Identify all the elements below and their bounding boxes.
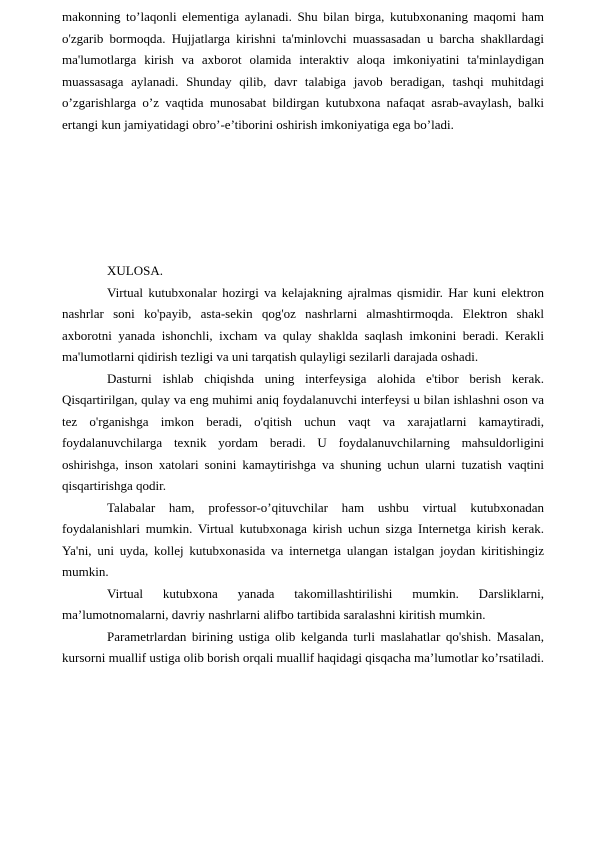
intro-block bbox=[62, 6, 544, 135]
conclusion-heading: XULOSA. bbox=[107, 263, 163, 278]
conclusion-paragraph-3: Talabalar ham, professor-o’qituvchilar ham ushbu virtual kutubxonadan foydalanishlari mumkin. Virtual kutubxonaga kirish uchun sizga Internetga kirish kerak. Ya'ni, uni uyda, kollej kutubxonasida va internetga ulangan istalgan joydan kiritishingiz mumkin. bbox=[62, 499, 544, 579]
intro-paragraph: makonning to’laqonli elementiga aylanadi. Shu bilan birga, kutubxonaning maqomi ham o'zgarib bormoqda. Hujjatlarga kirishni ta'minlovchi muassasadan u barcha shakllardagi ma'lumotlarga kirish va axborot olamida interaktiv aloqa imkoniyatini ta'minlaydigan muassasaga aylanadi. Shunday qilib, davr talabiga javob beradigan, tashqi muhitdagi o’zgarishlarga o’z vaqtida munosabat bildirgan kutubxona nafaqat asrab-avaylash, balki ertangi kun jamiyatidagi obro’-e’tiborini oshirish imkoniyatiga ega bo’ladi. bbox=[62, 9, 544, 132]
conclusion-paragraph-2: Dasturni ishlab chiqishda uning interfeysiga alohida e'tibor berish kerak. Qisqartirilgan, qulay va eng muhimi aniq foydalanuvchi interfeysi u bilan ishlashni oson va tez o'rganishga imkon beradi, o'qitish uchun vaqt va xarajatlarni kamaytiradi, foydalanuvchilarga texnik yordam beradi. U foydalanuvchilarning mahsuldorligini oshirishga, inson xatolari sonini kamaytirishga va shuning uchun ularni tuzatish vaqtini qisqartirishga qodir. bbox=[62, 370, 544, 493]
conclusion-paragraph-1: Virtual kutubxonalar hozirgi va kelajakning ajralmas qismidir. Har kuni elektron nashrlar soni ko'payib, asta-sekin qog'oz nashrlarni almashtirmoqda. Elektron shakl axborotni yanada ishonchli, ixcham va qulay shaklda saqlash imkonini beradi. Kerakli ma'lumotlarni qidirish tezligi va uni tarqatish qulayligi sezilarli darajada oshadi. bbox=[62, 284, 544, 364]
conclusion-section bbox=[62, 260, 544, 669]
conclusion-paragraph-4: Virtual kutubxona yanada takomillashtirilishi mumkin. Darsliklarni, ma’lumotnomalarni, davriy nashrlarni alifbo tartibida saralashni kiritish mumkin. bbox=[62, 585, 544, 622]
conclusion-paragraph-5: Parametrlardan birining ustiga olib kelganda turli maslahatlar qo'shish. Masalan, kursorni muallif ustiga olib borish orqali muallif haqidagi qisqacha ma’lumotlar ko’rsatiladi. bbox=[62, 628, 544, 665]
